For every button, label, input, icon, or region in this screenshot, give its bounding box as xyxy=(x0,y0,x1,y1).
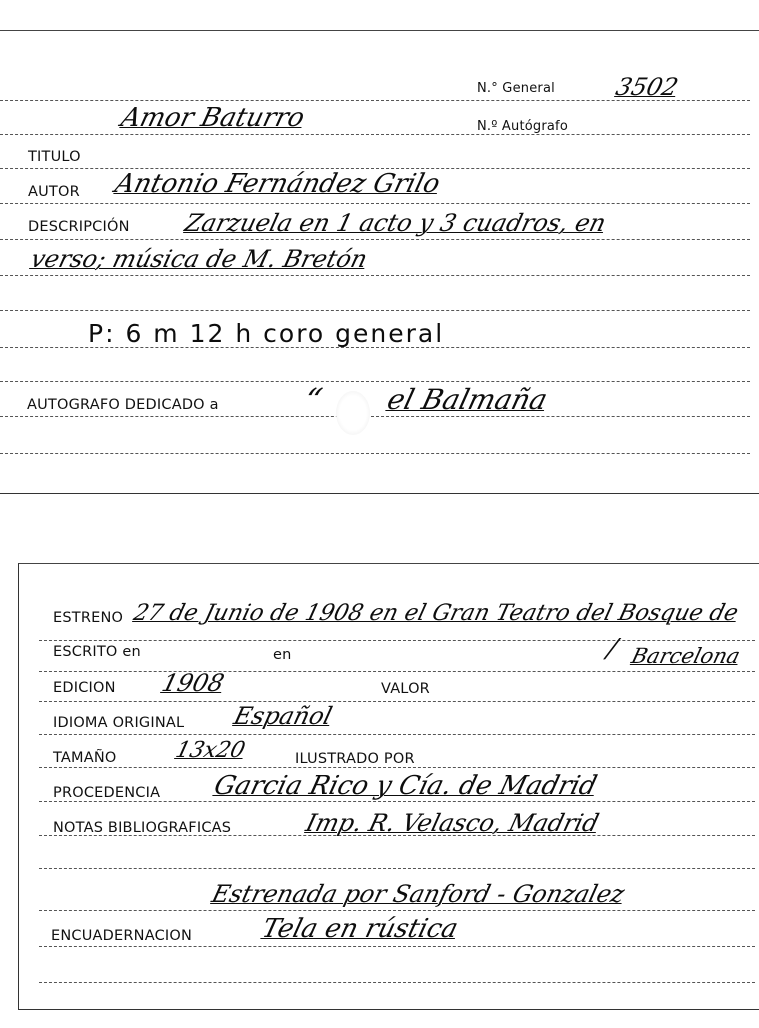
edicion-label: EDICION xyxy=(53,680,116,696)
encuadernacion-value: Tela en rústica xyxy=(259,914,462,944)
notas-line-2: Estrenada por Sanford - Gonzalez xyxy=(209,880,628,908)
descripcion-line-2: verso; música de M. Bretón xyxy=(28,245,371,273)
autor-value: Antonio Fernández Grilo xyxy=(112,169,443,199)
ruled-line xyxy=(39,982,755,983)
ruled-line xyxy=(0,381,750,382)
tamano-label: TAMAÑO xyxy=(53,750,117,766)
descripcion-line-1: Zarzuela en 1 acto y 3 cuadros, en xyxy=(182,209,609,237)
ruled-line xyxy=(39,868,755,869)
ruled-line xyxy=(0,310,750,311)
edicion-value: 1908 xyxy=(159,669,228,697)
ruled-line xyxy=(39,767,755,768)
ruled-line xyxy=(39,946,755,947)
procedencia-label: PROCEDENCIA xyxy=(53,785,161,801)
titulo-label: TITULO xyxy=(28,149,81,165)
estreno-label: ESTRENO xyxy=(53,610,124,626)
ruled-line xyxy=(0,239,750,240)
ruled-line xyxy=(39,910,755,911)
escrito-value: Barcelona xyxy=(629,644,743,668)
reparto-note: P: 6 m 12 h coro general xyxy=(88,319,445,348)
bracket-mark: / xyxy=(604,634,621,664)
valor-label: VALOR xyxy=(381,681,430,697)
ruled-line xyxy=(0,453,750,454)
ruled-line xyxy=(0,134,750,135)
idioma-value: Español xyxy=(231,702,336,730)
encuadernacion-label: ENCUADERNACION xyxy=(51,928,193,944)
ruled-line xyxy=(39,640,755,641)
ilustrado-label: ILUSTRADO POR xyxy=(295,751,415,767)
estreno-value: 27 de Junio de 1908 en el Gran Teatro del Bosque de xyxy=(131,600,741,626)
ruled-line xyxy=(0,275,750,276)
procedencia-value: Garcia Rico y Cía. de Madrid xyxy=(211,771,600,801)
paper-stain xyxy=(336,391,370,435)
ruled-line xyxy=(39,671,755,672)
title-value: Amor Baturro xyxy=(118,103,308,133)
idioma-label: IDIOMA ORIGINAL xyxy=(53,715,185,731)
general-number-value: 3502 xyxy=(613,73,682,101)
catalog-card-bottom xyxy=(18,563,759,1010)
autograph-number-label: N.º Autógrafo xyxy=(477,119,568,134)
dedication-mark: “ xyxy=(300,381,326,419)
autografo-dedicado-value: el Balmaña xyxy=(384,383,551,416)
ruled-line xyxy=(0,203,750,204)
catalog-card-top xyxy=(0,30,759,494)
ruled-line xyxy=(39,701,755,702)
general-number-label: N.° General xyxy=(477,81,555,96)
autografo-dedicado-label: AUTOGRAFO DEDICADO a xyxy=(27,397,219,413)
notas-label: NOTAS BIBLIOGRAFICAS xyxy=(53,820,232,836)
escrito-label: ESCRITO en xyxy=(53,644,141,660)
ruled-line xyxy=(39,734,755,735)
notas-value: Imp. R. Velasco, Madrid xyxy=(303,809,602,837)
autor-label: AUTOR xyxy=(28,184,80,200)
tamano-value: 13x20 xyxy=(173,738,248,763)
ruled-line xyxy=(39,801,755,802)
ruled-line xyxy=(0,416,750,417)
escrito-en-label: en xyxy=(273,647,292,663)
descripcion-label: DESCRIPCIÓN xyxy=(28,219,130,235)
